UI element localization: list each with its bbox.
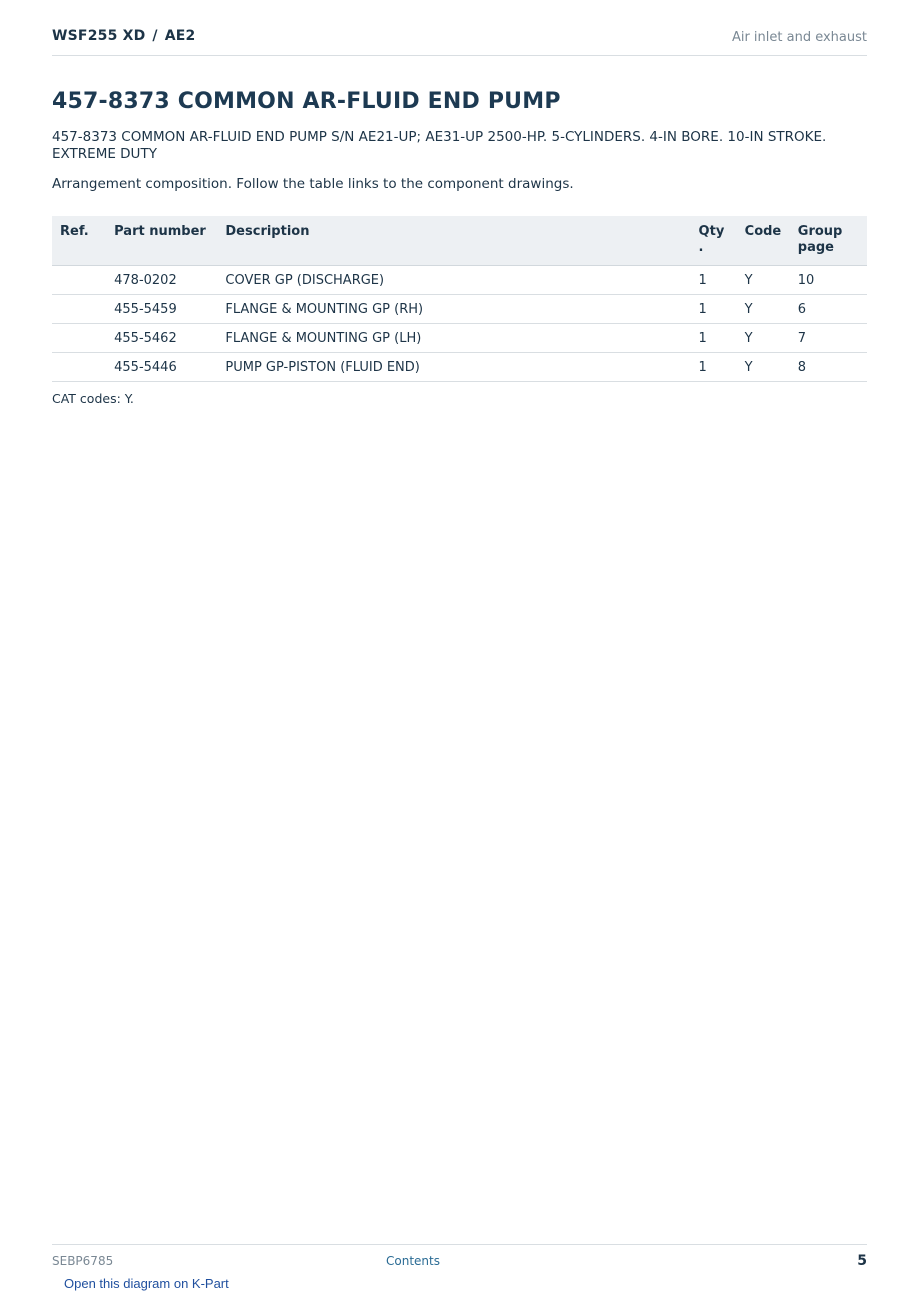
- cell-qty: 1: [691, 353, 737, 382]
- group-page-link[interactable]: 8: [790, 353, 867, 382]
- part-number-link[interactable]: 478-0202: [106, 266, 217, 295]
- cell-code: Y: [737, 295, 790, 324]
- header-ref: Ref.: [52, 216, 106, 266]
- intro-text: Arrangement composition. Follow the table links to the component drawings.: [52, 176, 574, 192]
- cell-description: FLANGE & MOUNTING GP (RH): [217, 295, 690, 324]
- cell-qty: 1: [691, 295, 737, 324]
- group-page-link[interactable]: 6: [790, 295, 867, 324]
- header-serial-prefix: AE2: [164, 28, 196, 44]
- group-page-link[interactable]: 10: [790, 266, 867, 295]
- header-description: Description: [217, 216, 690, 266]
- table-header-row: [52, 216, 867, 266]
- contents-link[interactable]: Contents: [386, 1254, 440, 1268]
- cell-qty: 1: [691, 324, 737, 353]
- header-code: Code: [737, 216, 790, 266]
- header-group-page: Group page: [790, 216, 867, 266]
- table-row: [52, 295, 867, 324]
- header-part-number: Part number: [106, 216, 217, 266]
- parts-table: [52, 216, 867, 382]
- page-title: 457-8373 COMMON AR-FLUID END PUMP: [52, 89, 561, 114]
- table-row: [52, 353, 867, 382]
- page-header: [52, 28, 867, 56]
- cell-ref: [52, 295, 106, 324]
- header-qty: Qty .: [691, 216, 737, 266]
- cell-description: COVER GP (DISCHARGE): [217, 266, 690, 295]
- header-model: WSF255 XD: [52, 28, 146, 44]
- header-model-info: [52, 28, 195, 44]
- open-kpart-link[interactable]: Open this diagram on K-Part: [64, 1276, 229, 1291]
- page-footer: [52, 1244, 867, 1271]
- page-subtitle: 457-8373 COMMON AR-FLUID END PUMP S/N AE21-UP; AE31-UP 2500-HP. 5-CYLINDERS. 4-IN BORE. 10-IN STROKE. EXTREME DUTY: [52, 129, 827, 162]
- table-row: [52, 266, 867, 295]
- cell-description: FLANGE & MOUNTING GP (LH): [217, 324, 690, 353]
- header-separator: /: [152, 28, 158, 44]
- footer-page-number: 5: [857, 1253, 867, 1269]
- cell-code: Y: [737, 324, 790, 353]
- part-number-link[interactable]: 455-5459: [106, 295, 217, 324]
- group-page-link[interactable]: 7: [790, 324, 867, 353]
- cat-codes-note: CAT codes: Y.: [52, 391, 134, 406]
- cell-description: PUMP GP-PISTON (FLUID END): [217, 353, 690, 382]
- cell-ref: [52, 324, 106, 353]
- part-number-link[interactable]: 455-5446: [106, 353, 217, 382]
- cell-qty: 1: [691, 266, 737, 295]
- cell-ref: [52, 266, 106, 295]
- cell-code: Y: [737, 353, 790, 382]
- footer-doc-code: SEBP6785: [52, 1254, 114, 1268]
- header-section: Air inlet and exhaust: [731, 30, 867, 45]
- cell-ref: [52, 353, 106, 382]
- cell-code: Y: [737, 266, 790, 295]
- table-row: [52, 324, 867, 353]
- part-number-link[interactable]: 455-5462: [106, 324, 217, 353]
